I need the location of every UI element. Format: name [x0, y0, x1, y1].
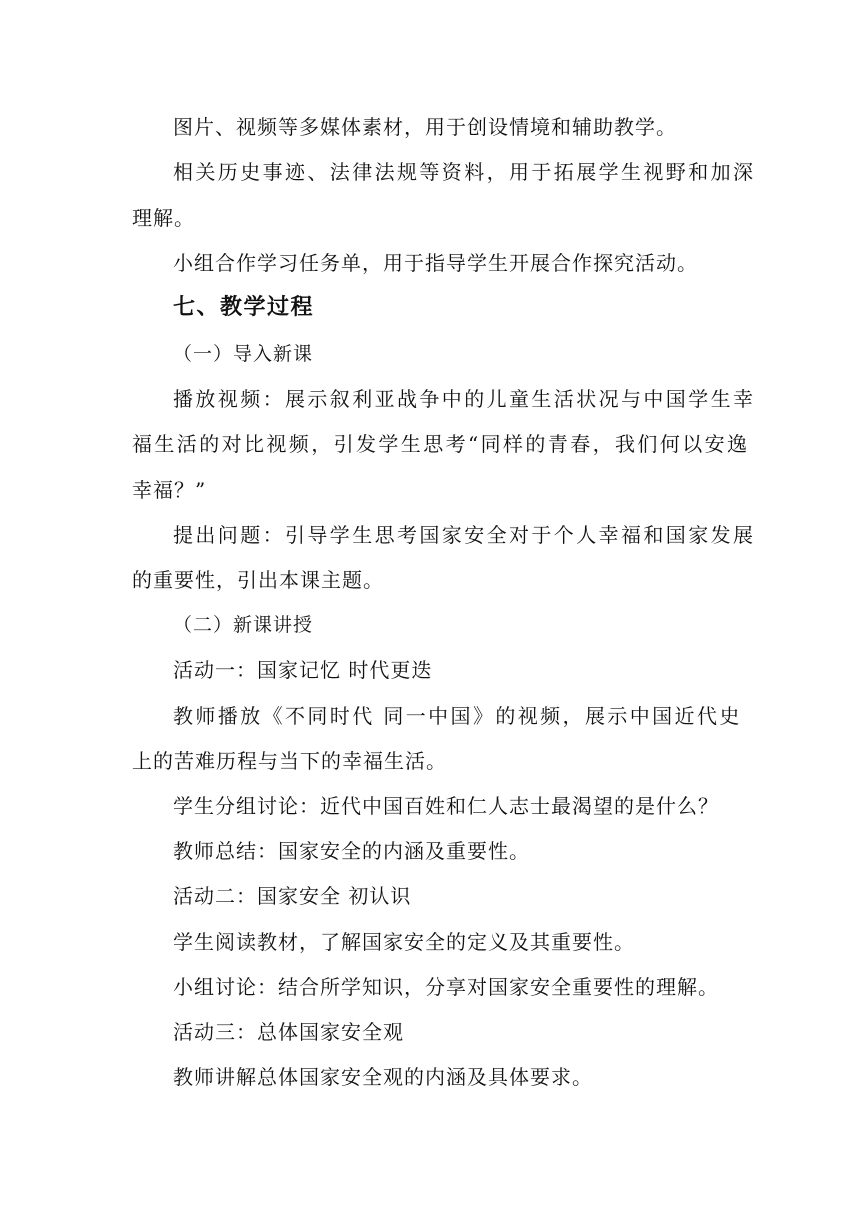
paragraph-teacher-explanation: 教师讲解总体国家安全观的内涵及具体要求。 — [173, 1065, 593, 1089]
paragraph-small-group-discussion: 小组讨论：结合所学知识，分享对国家安全重要性的理解。 — [173, 975, 719, 999]
activity-two-title: 活动二：国家安全 初认识 — [173, 884, 412, 908]
paragraph-group-discussion: 学生分组讨论：近代中国百姓和仁人志士最渴望的是什么？ — [173, 794, 719, 818]
paragraph-teacher-summary: 教师总结：国家安全的内涵及重要性。 — [173, 839, 530, 863]
paragraph-play-video-cont2: 幸福？” — [132, 478, 207, 502]
activity-three-title: 活动三：总体国家安全观 — [173, 1020, 404, 1044]
subheading-new-lesson: （二）新课讲授 — [173, 614, 314, 636]
paragraph-play-video: 播放视频：展示叙利亚战争中的儿童生活状况与中国学生幸 — [173, 387, 756, 411]
paragraph-history-materials-cont: 理解。 — [132, 206, 195, 230]
paragraph-teacher-video: 教师播放《不同时代 同一中国》的视频，展示中国近代史 — [173, 704, 742, 728]
paragraph-history-materials: 相关历史事迹、法律法规等资料，用于拓展学生视野和加深 — [173, 160, 756, 184]
paragraph-teacher-video-cont: 上的苦难历程与当下的幸福生活。 — [132, 749, 447, 773]
paragraph-raise-question: 提出问题：引导学生思考国家安全对于个人幸福和国家发展 — [173, 523, 756, 547]
paragraph-raise-question-cont: 的重要性，引出本课主题。 — [132, 568, 384, 592]
paragraph-play-video-cont1: 福生活的对比视频，引发学生思考“同样的青春，我们何以安逸 — [132, 432, 750, 456]
paragraph-student-reading: 学生阅读教材，了解国家安全的定义及其重要性。 — [173, 930, 635, 954]
subheading-introduction: （一）导入新课 — [173, 343, 314, 365]
paragraph-task-sheet: 小组合作学习任务单，用于指导学生开展合作探究活动。 — [173, 251, 698, 275]
section-heading-teaching-process: 七、教学过程 — [173, 295, 315, 320]
activity-one-title: 活动一：国家记忆 时代更迭 — [173, 658, 433, 682]
paragraph-multimedia-materials: 图片、视频等多媒体素材，用于创设情境和辅助教学。 — [173, 115, 677, 139]
